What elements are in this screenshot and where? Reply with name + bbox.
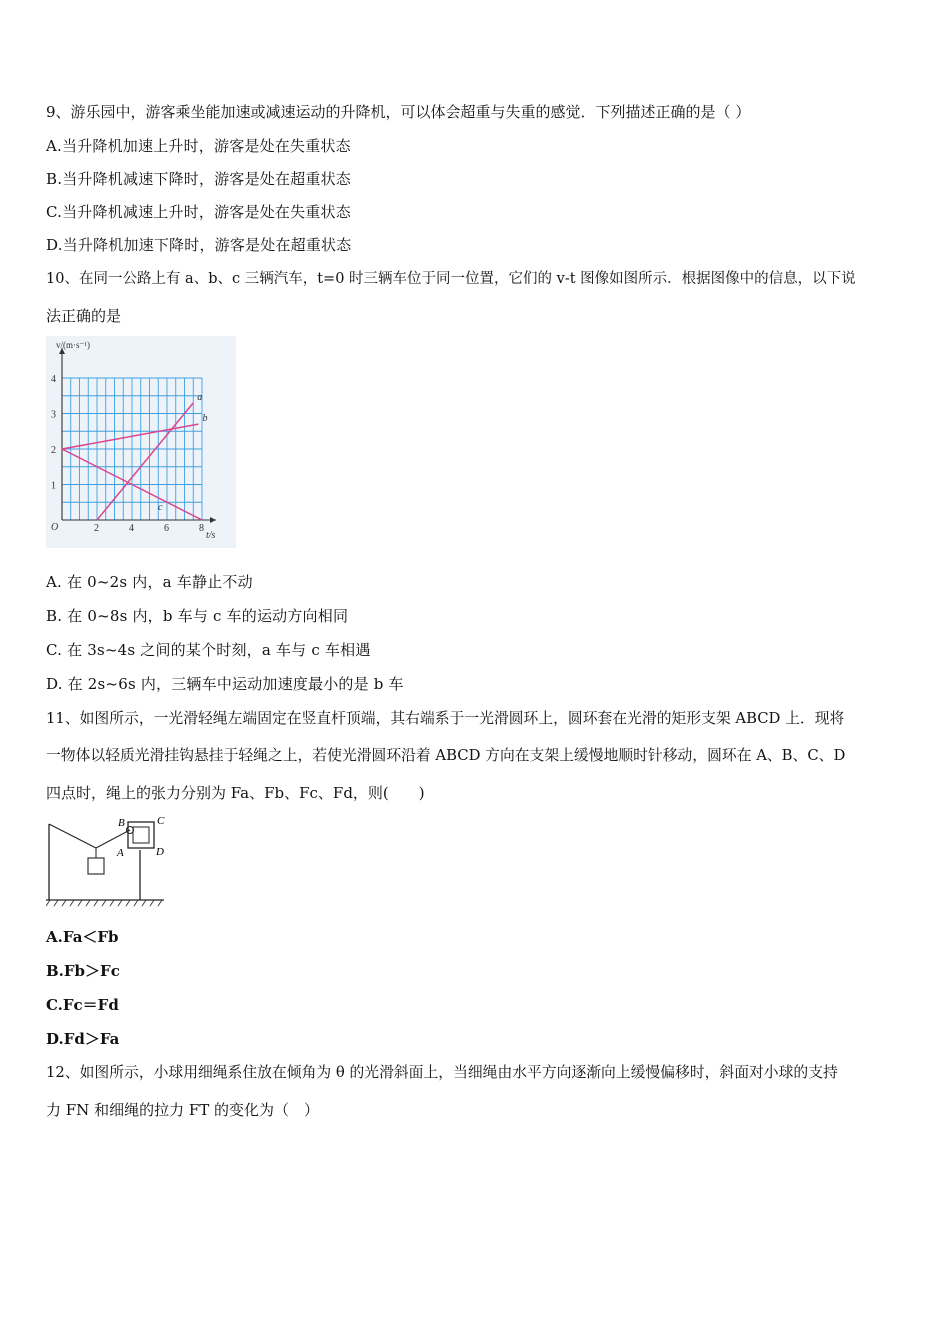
- rectangular-frame-outer: [128, 822, 154, 848]
- q11-option-b: B.Fb＞Fc: [46, 962, 120, 980]
- q11-stem-line2: 一物体以轻质光滑挂钩悬挂于轻绳之上，若使光滑圆环沿着 ABCD 方向在支架上缓慢地顺时针移动，圆环在 A、B、C、D: [46, 747, 846, 764]
- q11-stem-line3: 四点时，绳上的张力分别为 Fa、Fb、Fc、Fd，则( ): [46, 784, 425, 802]
- q10-option-d: D. 在 2s~6s 内，三辆车中运动加速度最小的是 b 车: [46, 675, 404, 693]
- ground-hatching: [46, 900, 162, 906]
- rectangular-frame-inner: [133, 827, 149, 843]
- q9-option-b: B.当升降机减速下降时，游客是处在超重状态: [46, 170, 351, 188]
- q11-option-c: C.Fc＝Fd: [46, 996, 119, 1014]
- y-tick-label: 3: [51, 409, 56, 421]
- q12-stem-line2: 力 FN 和细绳的拉力 FT 的变化为（ ）: [46, 1101, 320, 1119]
- x-tick-label: 6: [164, 523, 169, 534]
- q9-stem: 9、游乐园中，游客乘坐能加速或减速运动的升降机，可以体会超重与失重的感觉．下列描述正确的是（ ）: [46, 103, 751, 121]
- q11-option-d: D.Fd＞Fa: [46, 1030, 120, 1048]
- origin-label: O: [51, 522, 59, 533]
- q11-option-a: A.Fa＜Fb: [46, 928, 119, 946]
- q12-stem-line1: 12、如图所示，小球用细绳系住放在倾角为 θ 的光滑斜面上，当细绳由水平方向逐渐向上缓慢偏移时，斜面对小球的支持: [46, 1064, 838, 1081]
- x-axis-label: t/s: [206, 530, 216, 541]
- x-tick-label: 8: [199, 523, 204, 534]
- y-tick-label: 1: [51, 480, 56, 492]
- series-label-a: a: [197, 391, 203, 403]
- y-tick-label: 4: [51, 374, 56, 385]
- label-d: D: [156, 846, 164, 858]
- series-label-c: c: [158, 502, 163, 513]
- series-label-b: b: [202, 413, 208, 425]
- rope-frame-figure: [46, 812, 168, 912]
- label-c: C: [157, 815, 165, 827]
- label-b: B: [118, 817, 125, 829]
- vt-chart: [46, 336, 236, 548]
- q9-option-a: A.当升降机加速上升时，游客是处在失重状态: [46, 137, 351, 155]
- q10-option-c: C. 在 3s~4s 之间的某个时刻，a 车与 c 车相遇: [46, 641, 371, 659]
- q10-option-a: A. 在 0~2s 内，a 车静止不动: [46, 573, 253, 591]
- q9-option-d: D.当升降机加速下降时，游客是处在超重状态: [46, 236, 352, 254]
- q9-option-c: C.当升降机减速上升时，游客是处在失重状态: [46, 203, 351, 221]
- hanging-block: [88, 858, 104, 874]
- y-axis-label: v/(m·s⁻¹): [56, 340, 90, 350]
- x-tick-label: 4: [129, 523, 134, 534]
- y-tick-label: 2: [51, 445, 56, 456]
- q10-option-b: B. 在 0~8s 内，b 车与 c 车的运动方向相同: [46, 607, 349, 625]
- q10-stem-line2: 法正确的是: [46, 307, 122, 325]
- x-tick-label: 2: [94, 523, 99, 534]
- label-a: A: [117, 847, 124, 859]
- q10-stem-line1: 10、在同一公路上有 a、b、c 三辆汽车，t=0 时三辆车位于同一位置，它们的 v-t 图像如图所示．根据图像中的信息，以下说: [46, 271, 856, 287]
- q11-stem-line1: 11、如图所示，一光滑轻绳左端固定在竖直杆顶端，其右端系于一光滑圆环上，圆环套在光滑的矩形支架 ABCD 上．现将: [46, 710, 845, 727]
